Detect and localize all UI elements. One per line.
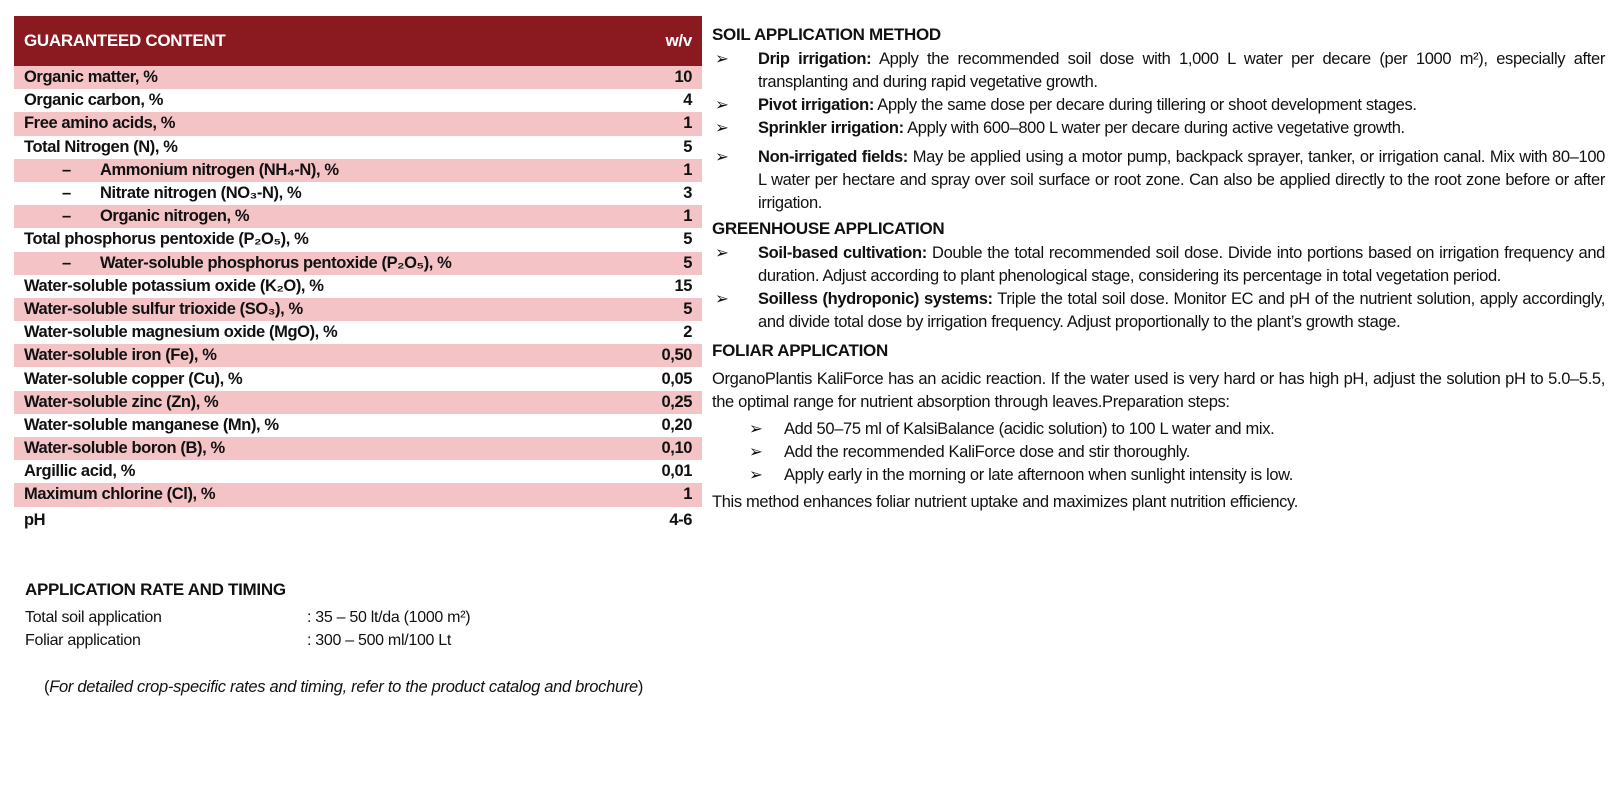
greenhouse-list	[712, 242, 1605, 334]
bullet-item	[712, 94, 1605, 117]
ph-row	[14, 509, 702, 532]
note-paren-close: )	[637, 678, 644, 696]
arrowhead-bullet-icon: ➢	[715, 119, 729, 137]
row-name	[24, 439, 225, 458]
bullet-body: Double the total recommended soil dose. Divide into portions based on irrigation frequency and duration. Adjust according to plant phenological stage, considering its percentage in total vegetation period.	[758, 244, 1605, 285]
table-row	[14, 344, 702, 367]
row-value: 0,05	[661, 369, 692, 388]
row-name	[24, 277, 324, 296]
bullet-text	[758, 48, 1605, 94]
bullet-item	[712, 242, 1605, 288]
row-label: Organic matter, %	[24, 68, 158, 87]
foliar-step	[749, 418, 1605, 441]
row-label: Water-soluble potassium oxide (K₂O), %	[24, 276, 324, 295]
table-row	[14, 460, 702, 483]
dash-bullet: –	[62, 160, 71, 179]
row-value: 3	[683, 184, 692, 203]
row-name	[24, 91, 163, 110]
row-label: Organic nitrogen, %	[100, 207, 250, 226]
foliar-step	[749, 441, 1605, 464]
table-row	[14, 321, 702, 344]
rate-label: Foliar application	[25, 631, 141, 649]
rate-value: : 300 – 500 ml/100 Lt	[307, 631, 452, 649]
row-label: Total phosphorus pentoxide (P₂O₅), %	[24, 230, 309, 249]
table-body	[14, 66, 702, 507]
arrowhead-bullet-icon: ➢	[715, 96, 729, 114]
bullet-heading: Pivot irrigation:	[758, 96, 874, 114]
arrowhead-bullet-icon: ➢	[715, 244, 729, 262]
row-label: Water-soluble boron (B), %	[24, 439, 225, 458]
table-row	[14, 112, 702, 135]
row-label: Water-soluble copper (Cu), %	[24, 369, 243, 388]
arrowhead-bullet-icon: ➢	[715, 148, 729, 166]
row-value: 1	[683, 160, 692, 179]
row-name	[24, 370, 242, 389]
table-row	[14, 89, 702, 112]
row-name	[24, 393, 218, 412]
row-value: 1	[683, 485, 692, 504]
arrowhead-bullet-icon: ➢	[715, 290, 729, 308]
table-row	[14, 414, 702, 437]
table-row	[14, 483, 702, 506]
bullet-text	[758, 117, 1605, 140]
bullet-heading: Soilless (hydroponic) systems:	[758, 290, 993, 308]
bullet-body: May be applied using a motor pump, backpack sprayer, tanker, or irrigation canal. Mix with 80–100 L water per hectare and spray over soil surface or root zone. Can also be applied directly to the root zone before or after irrigation.	[758, 148, 1605, 212]
bullet-text	[758, 242, 1605, 288]
note-paren-open: (	[44, 678, 50, 696]
table-row	[14, 367, 702, 390]
row-value: 5	[683, 253, 692, 272]
dash-bullet: –	[62, 253, 71, 272]
row-name	[24, 416, 279, 435]
greenhouse-title: GREENHOUSE APPLICATION	[712, 219, 945, 238]
row-value: 0,01	[661, 462, 692, 481]
row-value: 5	[683, 137, 692, 156]
foliar-step-text: Apply early in the morning or late afternoon when sunlight intensity is low.	[784, 466, 1294, 484]
table-row	[14, 437, 702, 460]
bullet-text	[758, 146, 1605, 215]
row-label: Water-soluble iron (Fe), %	[24, 346, 217, 365]
ph-value: 4-6	[669, 510, 692, 529]
rate-label: Total soil application	[25, 608, 162, 626]
bullet-item	[712, 48, 1605, 94]
dash-bullet: –	[62, 184, 71, 203]
foliar-steps-list	[712, 418, 1605, 487]
row-label: Water-soluble sulfur trioxide (SO₃), %	[24, 299, 303, 318]
table-row	[14, 275, 702, 298]
bullet-heading: Drip irrigation:	[758, 50, 872, 68]
arrowhead-bullet-icon: ➢	[749, 420, 763, 438]
instructions-column	[712, 22, 1605, 514]
row-value: 2	[683, 323, 692, 342]
header-unit: w/v	[665, 31, 692, 50]
catalog-note	[44, 678, 643, 697]
bullet-heading: Soil-based cultivation:	[758, 244, 927, 262]
bullet-text	[758, 288, 1605, 334]
bullet-body: Apply the same dose per decare during tillering or shoot development stages.	[873, 96, 1417, 114]
row-value: 0,25	[661, 392, 692, 411]
row-value: 10	[674, 68, 692, 87]
foliar-intro: OrganoPlantis KaliForce has an acidic reaction. If the water used is very hard or has high pH, adjust the solution pH to 5.0–5.5, the optimal range for nutrient absorption through leaves.Preparation steps:	[712, 370, 1605, 411]
row-label: Water-soluble magnesium oxide (MgO), %	[24, 323, 338, 342]
rate-row-foliar	[25, 629, 685, 652]
row-name	[24, 184, 301, 203]
header-label: GUARANTEED CONTENT	[24, 31, 226, 50]
foliar-step-text: Add the recommended KaliForce dose and stir thoroughly.	[784, 443, 1191, 461]
row-label: Total Nitrogen (N), %	[24, 137, 178, 156]
row-name	[24, 346, 217, 365]
row-value: 0,50	[661, 346, 692, 365]
row-label: Organic carbon, %	[24, 91, 163, 110]
bullet-item	[712, 146, 1605, 215]
ph-label: pH	[24, 510, 46, 529]
table-row	[14, 66, 702, 89]
table-row	[14, 252, 702, 275]
row-label: Free amino acids, %	[24, 114, 176, 133]
note-text: For detailed crop-specific rates and timing, refer to the product catalog and brochure	[49, 678, 638, 696]
row-label: Water-soluble zinc (Zn), %	[24, 392, 219, 411]
row-name	[24, 323, 337, 342]
row-label: Nitrate nitrogen (NO₃-N), %	[100, 184, 302, 203]
arrowhead-bullet-icon: ➢	[749, 443, 763, 461]
soil-method-list	[712, 48, 1605, 215]
table-row	[14, 391, 702, 414]
row-value: 15	[674, 276, 692, 295]
table-row	[14, 298, 702, 321]
soil-method-title: SOIL APPLICATION METHOD	[712, 25, 941, 44]
row-name	[24, 254, 451, 273]
row-value: 0,20	[661, 415, 692, 434]
foliar-closing: This method enhances foliar nutrient uptake and maximizes plant nutrition efficiency.	[712, 493, 1298, 511]
row-name	[24, 114, 175, 133]
row-value: 1	[683, 114, 692, 133]
row-label: Water-soluble manganese (Mn), %	[24, 415, 279, 434]
arrowhead-bullet-icon: ➢	[749, 466, 763, 484]
bullet-body: Triple the total soil dose. Monitor EC and pH of the nutrient solution, apply accordingly, and divide total dose by irrigation frequency. Adjust proportionally to the plant’s growth stage.	[758, 290, 1605, 331]
table-row	[14, 228, 702, 251]
row-value: 4	[683, 91, 692, 110]
row-name	[24, 68, 158, 87]
row-value: 5	[683, 230, 692, 249]
bullet-item	[712, 288, 1605, 334]
rate-value: : 35 – 50 lt/da (1000 m²)	[307, 608, 471, 626]
table-row	[14, 159, 702, 182]
bullet-item	[712, 117, 1605, 140]
bullet-heading: Non-irrigated fields:	[758, 148, 908, 166]
bullet-body: Apply the recommended soil dose with 1,000 L water per decare (per 1000 m²), especially after transplanting and during rapid vegetative growth.	[758, 50, 1605, 91]
row-label: Ammonium nitrogen (NH₄-N), %	[100, 160, 339, 179]
row-name	[24, 300, 303, 319]
foliar-step	[749, 464, 1605, 487]
row-value: 5	[683, 299, 692, 318]
row-value: 0,10	[661, 439, 692, 458]
dash-bullet: –	[62, 207, 71, 226]
row-name	[24, 462, 135, 481]
bullet-body: Apply with 600–800 L water per decare during active vegetative growth.	[903, 119, 1405, 137]
application-rate-section	[25, 580, 685, 652]
table-row	[14, 136, 702, 159]
row-name	[24, 230, 308, 249]
guaranteed-content-table	[14, 16, 702, 532]
row-name	[24, 161, 339, 180]
bullet-text	[758, 94, 1605, 117]
row-name	[24, 485, 215, 504]
application-rate-title: APPLICATION RATE AND TIMING	[25, 580, 286, 599]
row-name	[24, 138, 178, 157]
arrowhead-bullet-icon: ➢	[715, 50, 729, 68]
table-header	[14, 16, 702, 66]
bullet-heading: Sprinkler irrigation:	[758, 119, 904, 137]
foliar-step-text: Add 50–75 ml of KalsiBalance (acidic solution) to 100 L water and mix.	[784, 420, 1275, 438]
table-row	[14, 205, 702, 228]
foliar-title: FOLIAR APPLICATION	[712, 341, 888, 360]
row-label: Argillic acid, %	[24, 462, 135, 481]
table-row	[14, 182, 702, 205]
row-label: Maximum chlorine (Cl), %	[24, 485, 216, 504]
rate-row-soil	[25, 606, 685, 629]
row-value: 1	[683, 207, 692, 226]
row-name	[24, 207, 249, 226]
row-label: Water-soluble phosphorus pentoxide (P₂O₅), %	[100, 253, 452, 272]
